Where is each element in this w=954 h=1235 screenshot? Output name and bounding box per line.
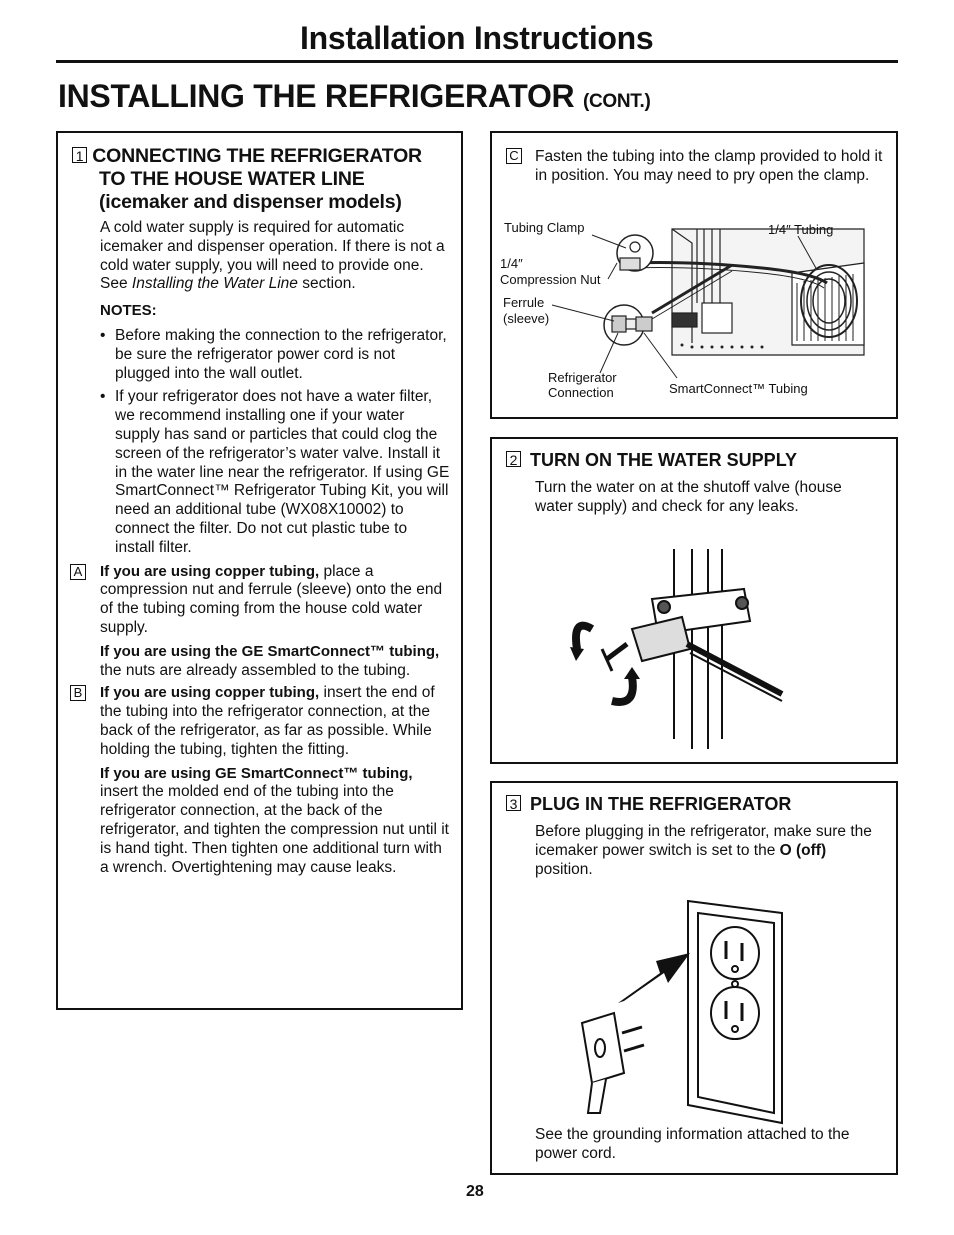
step-3-number: 3 [506, 795, 521, 811]
note-2: • If your refrigerator does not have a water filter, we recommend installing one if your water supply has sand or particles that could clog the screen of the refrigerator’s water valve. Install it in the water line near the refrigerator. If using GE SmartConnect™ Refrigerator Tubing Kit, you will need an additional tube (WX08X10002) to connect the filter. Do not cut plastic tube to install filter. [100, 388, 450, 557]
step-2-title: 2 TURN ON THE WATER SUPPLY [506, 449, 797, 471]
step-3-title: 3 PLUG IN THE REFRIGERATOR [506, 793, 791, 815]
step-3-box [490, 781, 898, 1175]
section-title [58, 78, 651, 115]
step-3-footer: See the grounding information attached to the power cord. [535, 1126, 850, 1162]
step-a-letter: A [70, 564, 86, 580]
step-1-title: 1 CONNECTING THE REFRIGERATOR TO THE HOUSE WATER LINE (icemaker and dispenser models) [72, 145, 457, 214]
page-header-title: Installation Instructions [300, 20, 654, 56]
step-3-text: Before plugging in the refrigerator, make sure the icemaker power switch is set to the O (off) position. [535, 823, 872, 878]
step-1-number: 1 [72, 147, 87, 163]
label-fridge-connection-2: Connection [548, 385, 614, 400]
label-smartconnect-tubing: SmartConnect™ Tubing [669, 381, 808, 396]
wall-outlet-illustration [492, 783, 896, 1173]
step-c-letter: C [506, 148, 522, 164]
label-fridge-connection-1: Refrigerator [548, 370, 617, 385]
step-2-text: Turn the water on at the shutoff valve (house water supply) and check for any leaks. [535, 479, 842, 515]
label-ferrule-1: Ferrule [503, 295, 545, 310]
step-b-letter: B [70, 685, 86, 701]
section-title-text: INSTALLING THE REFRIGERATOR [58, 78, 575, 114]
label-compression-1: 1/4″ [500, 256, 523, 271]
section-title-cont: (CONT.) [582, 91, 651, 112]
label-quarter-tubing: 1/4″ Tubing [768, 222, 834, 237]
shutoff-valve-illustration [492, 439, 896, 762]
header-rule [56, 60, 898, 63]
step-2-box [490, 437, 898, 764]
step-a: A If you are using copper tubing, place a compression nut and ferrule (sleeve) onto the end of the tubing coming from the house cold water supply. If you are using the GE SmartConnect™ tubing, the nuts are already assembled to the tubing. [100, 563, 450, 681]
step-c-text: Fasten the tubing into the clamp provided to hold it in position. You may need to pry open the clamp. [535, 148, 883, 184]
label-ferrule-2: (sleeve) [503, 311, 550, 326]
step-1-intro: A cold water supply is required for automatic icemaker and dispenser operation. If there is not a cold water supply, you will need to provide one. See Installing the Water Line section. [100, 219, 445, 293]
step-2-number: 2 [506, 451, 521, 467]
step-c-box [490, 131, 898, 419]
label-compression-2: Compression Nut [500, 272, 601, 287]
step-b: B If you are using copper tubing, insert the end of the tubing into the refrigerator connection, at the back of the refrigerator, as far as possible. While holding the tubing, tighten the fitting. If you are using GE SmartConnect™ tubing, insert the molded end of the tubing into the refrigerator connection, at the back of the refrigerator, and tighten the compression nut until it is hand tight. Then tighten one additional turn with a wrench. Overtightening may cause leaks. [100, 684, 450, 877]
note-1: • Before making the connection to the refrigerator, be sure the refrigerator power cord is not plugged into the wall outlet. [100, 327, 450, 383]
step-1-content [73, 219, 450, 877]
step-1-box [56, 131, 463, 1010]
label-tubing-clamp: Tubing Clamp [504, 220, 585, 235]
notes-label: NOTES: [100, 302, 157, 320]
page-number: 28 [466, 1183, 484, 1200]
